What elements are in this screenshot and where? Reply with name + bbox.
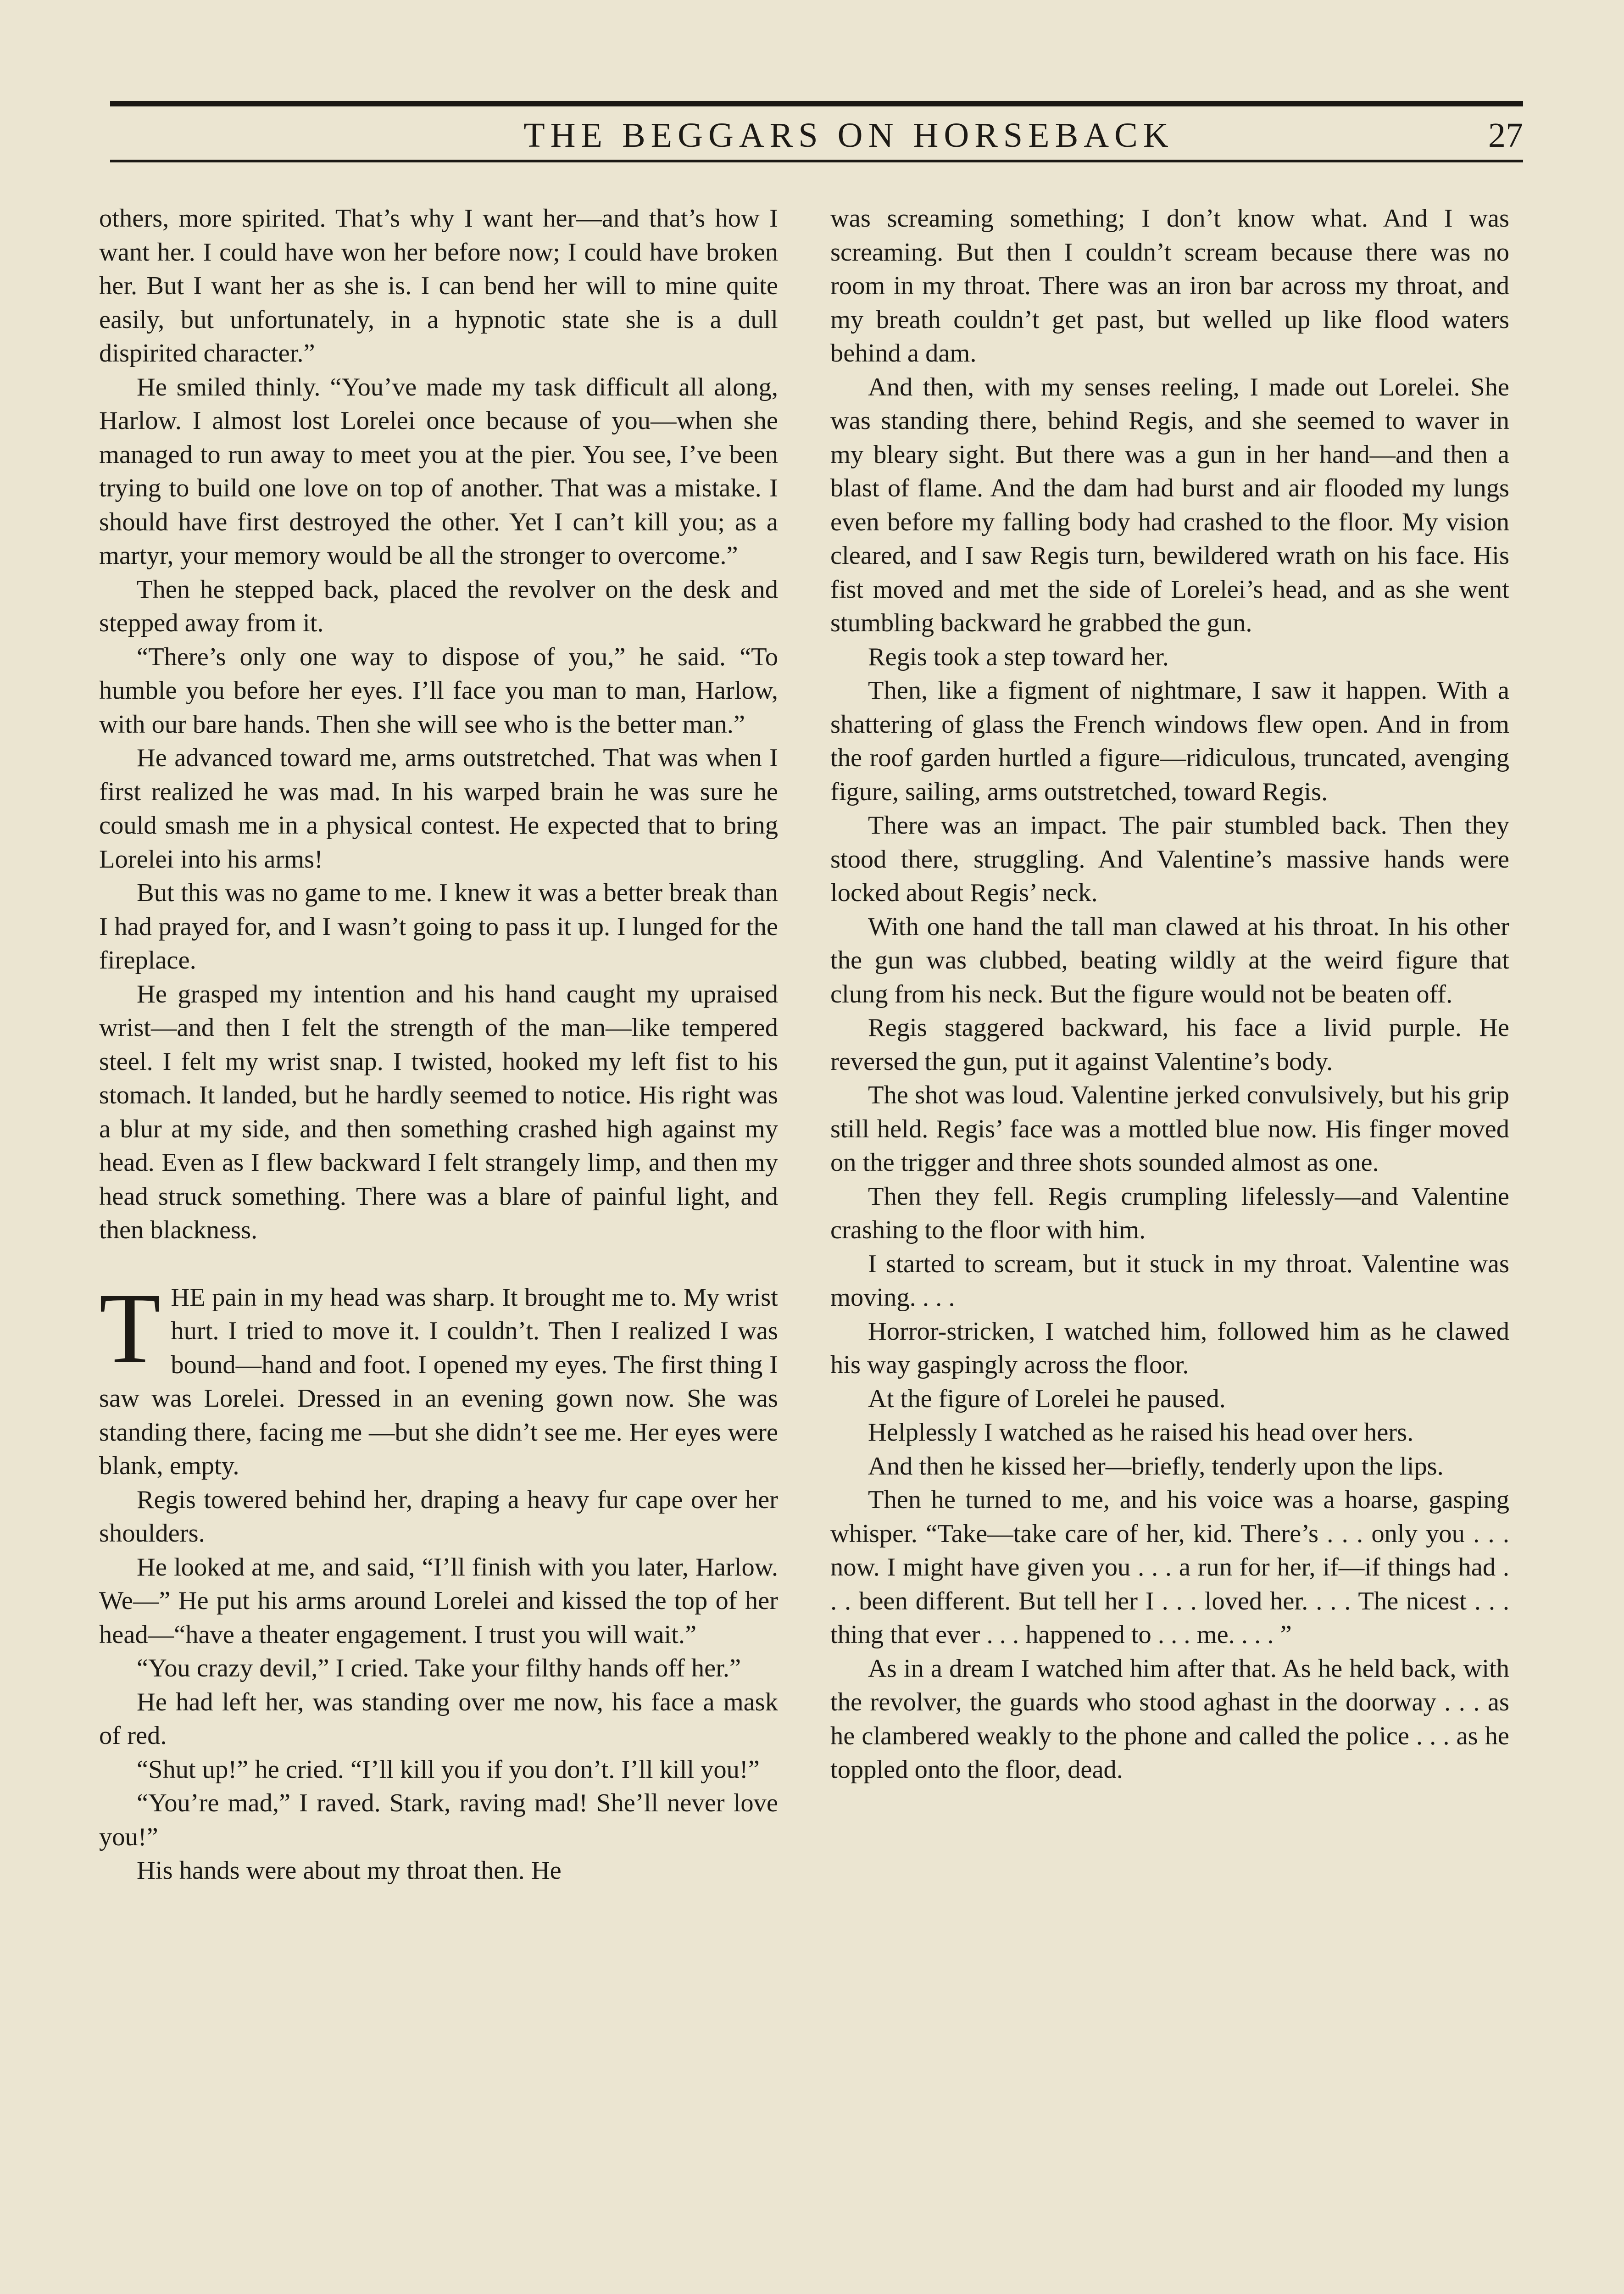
paragraph: Helplessly I watched as he raised his head over hers. xyxy=(868,1418,1414,1447)
page-number: 27 xyxy=(1488,116,1523,155)
right-column xyxy=(830,202,1509,1787)
paragraph: He advanced toward me, arms outstretched. That was when I first realized he was mad. In his warped brain he was sure he could smash me in a physical contest. He expected that to bring Lorelei into his arms! xyxy=(99,744,778,874)
paragraph: And then he kissed her—briefly, tenderly upon the lips. xyxy=(868,1452,1444,1481)
paragraph: Regis took a step toward her. xyxy=(868,642,1169,671)
dropcap-paragraph xyxy=(99,1272,778,1483)
paragraph: There was an impact. The pair stumbled back. Then they stood there, struggling. And Valentine’s massive hands were locked about Regis’ neck. xyxy=(830,811,1509,907)
paragraph: His hands were about my throat then. He xyxy=(137,1856,562,1885)
paragraph: He grasped my intention and his hand caught my upraised wrist—and then I felt the strength of the man—like tempered steel. I felt my wrist snap. I twisted, hooked my left fist to his stomach. It landed, but he hardly seemed to notice. His right was a blur at my side, and then something crashed high against my head. Even as I flew backward I felt strangely limp, and then my head struck something. There was a blare of painful light, and then blackness. xyxy=(99,980,778,1244)
running-title: THE BEGGARS ON HORSEBACK xyxy=(523,116,1174,155)
header-rule-top xyxy=(110,101,1523,106)
paragraph: And then, with my senses reeling, I made out Lorelei. She was standing there, behind Regis, and she seemed to waver in my bleary sight. But there was a gun in her hand—and then a blast of flame. And the dam had burst and air flooded my lungs even before my falling body had crashed to the floor. My vision cleared, and I saw Regis turn, bewildered wrath on his face. His fist moved and met the side of Lorelei’s head, and as she went stumbling backward he grabbed the gun. xyxy=(830,373,1509,637)
dropcap-text: HE pain in my head was sharp. It brought me to. My wrist hurt. I tried to move it. I couldn’t. Then I realized I was bound—hand and foot. I opened my eyes. The first thing I saw was Lorelei. Dressed in an evening gown now. She was standing there, facing me —but she didn’t see me. Her eyes were blank, empty. xyxy=(99,1283,778,1480)
paragraph: He looked at me, and said, “I’ll finish with you later, Harlow. We—” He put his arms around Lorelei and kissed the top of her head—“have a theater engagement. I trust you will wait.” xyxy=(99,1553,778,1649)
paragraph: Then, like a figment of nightmare, I saw it happen. With a shattering of glass the French windows flew open. And in from the roof garden hurtled a figure—ridiculous, truncated, avenging figure, sailing, arms outstretched, toward Regis. xyxy=(830,676,1509,806)
paragraph: At the figure of Lorelei he paused. xyxy=(868,1384,1226,1413)
paragraph: But this was no game to me. I knew it was a better break than I had prayed for, and I wasn’t going to pass it up. I lunged for the fireplace. xyxy=(99,879,778,974)
header-rule-bottom xyxy=(110,160,1523,162)
paragraph: Then he stepped back, placed the revolver on the desk and stepped away from it. xyxy=(99,575,778,637)
paragraph: The shot was loud. Valentine jerked convulsively, but his grip still held. Regis’ face was a mottled blue now. His finger moved on the trigger and three shots sounded almost as one. xyxy=(830,1081,1509,1177)
paragraph: He smiled thinly. “You’ve made my task difficult all along, Harlow. I almost lost Lorelei once because of you—when she managed to run away to meet you at the pier. You see, I’ve been trying to build one love on top of another. That was a mistake. I should have first destroyed the other. Yet I can’t kill you; as a martyr, your memory would be all the stronger to overcome.” xyxy=(99,373,778,570)
paragraph: Then they fell. Regis crumpling lifelessly—and Valentine crashing to the floor with him. xyxy=(830,1182,1509,1244)
drop-cap: T xyxy=(99,1272,161,1384)
paragraph: Then he turned to me, and his voice was a hoarse, gasping whisper. “Take—take care of her, kid. There’s . . . only you . . . now. I might have given you . . . a run for her, if—if things had . . . been different. But tell her I . . . loved her. . . . The nicest . . . thing that ever . . . happened to . . . me. . . . ” xyxy=(830,1486,1509,1649)
paragraph: “There’s only one way to dispose of you,” he said. “To humble you before her eyes. I’ll face you man to man, Harlow, with our bare hands. Then she will see who is the better man.” xyxy=(99,642,778,739)
paragraph: Horror-stricken, I watched him, followed him as he clawed his way gaspingly across the floor. xyxy=(830,1317,1509,1379)
paragraph: “You crazy devil,” I cried. Take your filthy hands off her.” xyxy=(137,1654,741,1682)
running-header xyxy=(110,101,1523,165)
paragraph: Regis towered behind her, draping a heavy fur cape over her shoulders. xyxy=(99,1485,778,1548)
paragraph: With one hand the tall man clawed at his throat. In his other the gun was clubbed, beating wildly at the weird figure that clung from his neck. But the figure would not be beaten off. xyxy=(830,912,1509,1008)
paragraph: As in a dream I watched him after that. As he held back, with the revolver, the guards who stood aghast in the doorway . . . as he clambered weakly to the phone and called the police . . . as he toppled onto the floor, dead. xyxy=(830,1654,1509,1784)
paragraph: He had left her, was standing over me now, his face a mask of red. xyxy=(99,1687,778,1750)
paragraph: others, more spirited. That’s why I want her—and that’s how I want her. I could have won her before now; I could have broken her. But I want her as she is. I can bend her will to mine quite easily, but unfortunately, in a hypnotic state she is a dull dispirited character.” xyxy=(99,204,778,367)
paragraph: “Shut up!” he cried. “I’ll kill you if you don’t. I’ll kill you!” xyxy=(137,1755,760,1784)
paragraph: I started to scream, but it stuck in my throat. Valentine was moving. . . . xyxy=(830,1249,1509,1312)
left-column xyxy=(99,202,778,1888)
section-break xyxy=(99,1247,778,1281)
paragraph: was screaming something; I don’t know what. And I was screaming. But then I couldn’t scream because there was no room in my throat. There was an iron bar across my throat, and my breath couldn’t get past, but welled up like flood waters behind a dam. xyxy=(830,204,1509,367)
paragraph: “You’re mad,” I raved. Stark, raving mad! She’ll never love you!” xyxy=(99,1789,778,1851)
paragraph: Regis staggered backward, his face a livid purple. He reversed the gun, put it against Valentine’s body. xyxy=(830,1013,1509,1076)
